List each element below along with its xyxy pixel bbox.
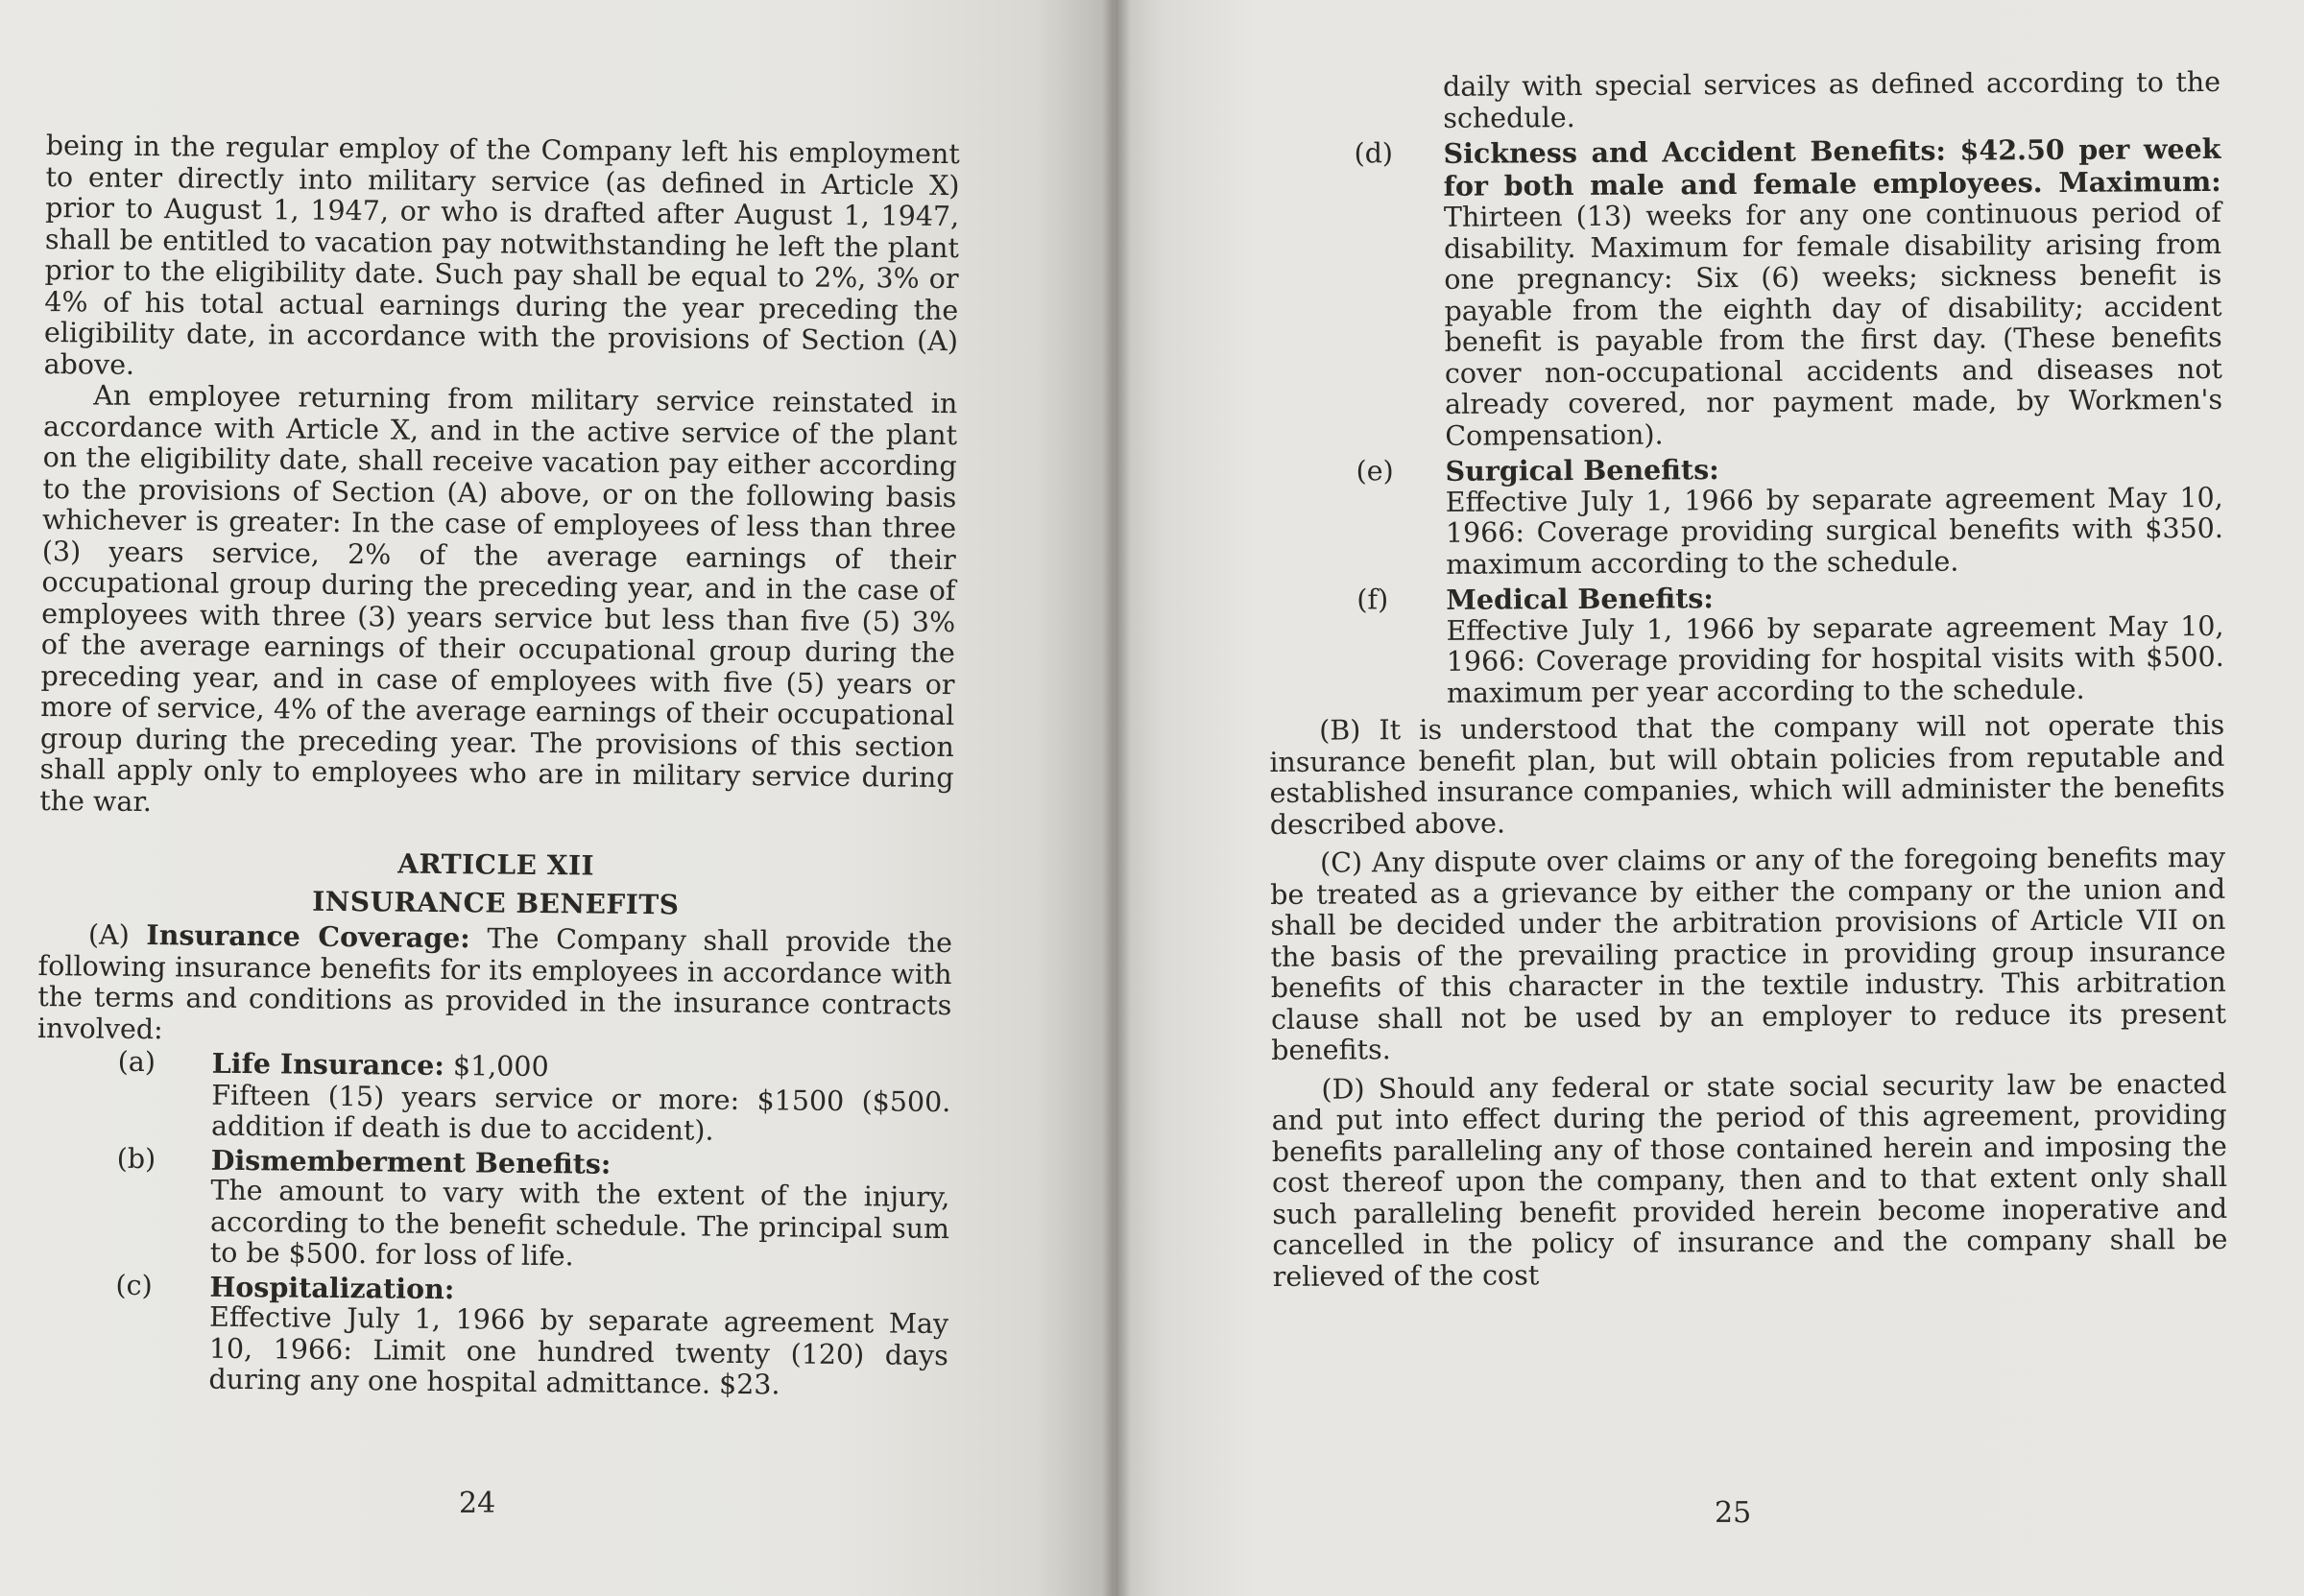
insurance-item-d (1265, 133, 2222, 453)
continuation-block (1265, 67, 2220, 135)
page-number-right: 25 (1715, 1496, 1752, 1530)
item-text: Effective July 1, 1966 by separate agreement May 10, 1966: Limit one hundred twenty (120) days during any one hospital admittance. $23. (208, 1300, 949, 1401)
insurance-item-f (1268, 580, 2224, 710)
section-a-label: (A) (87, 918, 130, 951)
section-a-text: The Company shall provide the following insurance benefits for its employees in accordance with the terms and conditions as provided in the insurance contracts involved: (36, 922, 953, 1045)
item-mark: (c) (115, 1269, 153, 1301)
item-mark: (f) (1356, 584, 1389, 616)
left-page-text (34, 131, 960, 1403)
item-title: Hospitalization: (209, 1270, 455, 1305)
left-paragraph-1: being in the regular employ of the Company left his employment to enter directly into military service (as defined in Article X) prior to August 1, 1947, or who is drafted after August 1, 1947, shall be entitled to vacation pay notwithstanding he left the plant prior to the eligibility date. Such pay shall be equal to 2%, 3% or 4% of his total actual earnings during the year preceding the eligibility date, in accordance with the provisions of Section (A) above. (43, 130, 960, 381)
continuation-text: daily with special services as defined according to the schedule. (1442, 65, 2221, 134)
item-text: Fifteen (15) years service or more: $1500 ($500. addition if death is due to accident). (210, 1079, 951, 1147)
section-a-title: Insurance Coverage: (146, 918, 470, 955)
item-text: Effective July 1, 1966 by separate agreement May 10, 1966: Coverage providing for hospital visits with $500. maximum per year according to the schedule. (1446, 609, 2224, 709)
item-text: Effective July 1, 1966 by separate agreement May 10, 1966: Coverage providing surgical benefits with $350. maximum according to the schedule. (1445, 481, 2224, 581)
insurance-item-a (36, 1046, 951, 1150)
insurance-item-c (34, 1269, 948, 1402)
item-title: Sickness and Accident Benefits: $42.50 per week for both male and female employees. Maximum: (1443, 131, 2221, 202)
item-text: The amount to vary with the extent of the injury, according to the benefit schedule. The principal sum to be $500. for loss of life. (209, 1174, 950, 1273)
item-title: Surgical Benefits: (1445, 453, 1719, 488)
item-title: Life Insurance: (211, 1046, 445, 1083)
item-mark: (b) (116, 1142, 156, 1175)
item-title: Medical Benefits: (1446, 582, 1714, 616)
left-page (0, 0, 1114, 1596)
item-mark: (a) (117, 1045, 156, 1079)
section-a-paragraph (37, 918, 952, 1053)
article-title: INSURANCE BENEFITS (312, 885, 680, 921)
paragraph-b: (B) It is understood that the company will not operate this insurance benefit plan, but will obtain policies from reputable and established insurance companies, which will administer the benefits described above. (1269, 708, 2225, 841)
insurance-item-e (1267, 451, 2223, 582)
item-mark: (d) (1354, 137, 1394, 170)
paragraph-d: (D) Should any federal or state social security law be enacted and put into effect during the period of this agreement, providing benefits paralleling any of those contained herein and imposing the cost thereof upon the company, then and to that extent only shall such paralleling benefit provided herein become inoperative and cancelled in the policy of insurance and the company shall be relieved of the cost (1271, 1067, 2228, 1293)
item-text: Thirteen (13) weeks for any one continuous period of disability. Maximum for female disability arising from one pregnancy: Six (6) weeks; sickness benefit is payable from the eighth day of disability; accident benefit is payable from the first day. (These benefits cover non-occupational accidents and diseases not already covered, nor payment made, by Workmen's Compensation). (1443, 196, 2223, 452)
item-title-value: $1,000 (452, 1050, 549, 1084)
item-mark: (e) (1356, 455, 1394, 488)
right-page-text (1265, 67, 2228, 1293)
paragraph-c: (C) Any dispute over claims or any of the foregoing benefits may be treated as a grievance by either the company or the union and shall be decided under the arbitration provisions of Article VII on the basis of the prevailing practice in providing group insurance benefits of this character in the textile industry. This arbitration clause shall not be used by an employer to reduce its present benefits. (1270, 841, 2227, 1066)
book-gutter (1102, 0, 1131, 1596)
article-heading: ARTICLE XII (397, 847, 595, 882)
insurance-item-b (36, 1142, 950, 1275)
page-number-left: 24 (459, 1487, 496, 1520)
item-title: Dismemberment Benefits: (210, 1143, 612, 1180)
left-paragraph-2: An employee returning from military service reinstated in accordance with Article X, and in the active service of the plant on the eligibility date, shall receive vacation pay either according to the provisions of Section (A) above, or on the following basis whichever is greater: In the case of employees of less than three (3) years service, 2% of the average earnings of their occupational group during the preceding year, and in the case of employees with three (3) years service but less than five (5) 3% of the average earnings of their occupational group during the preceding year, and in case of employees with five (5) years or more of service, 4% of the average earnings of their occupational group during the preceding year. The provisions of this section shall apply only to employees who are in military service during the war. (39, 379, 958, 818)
